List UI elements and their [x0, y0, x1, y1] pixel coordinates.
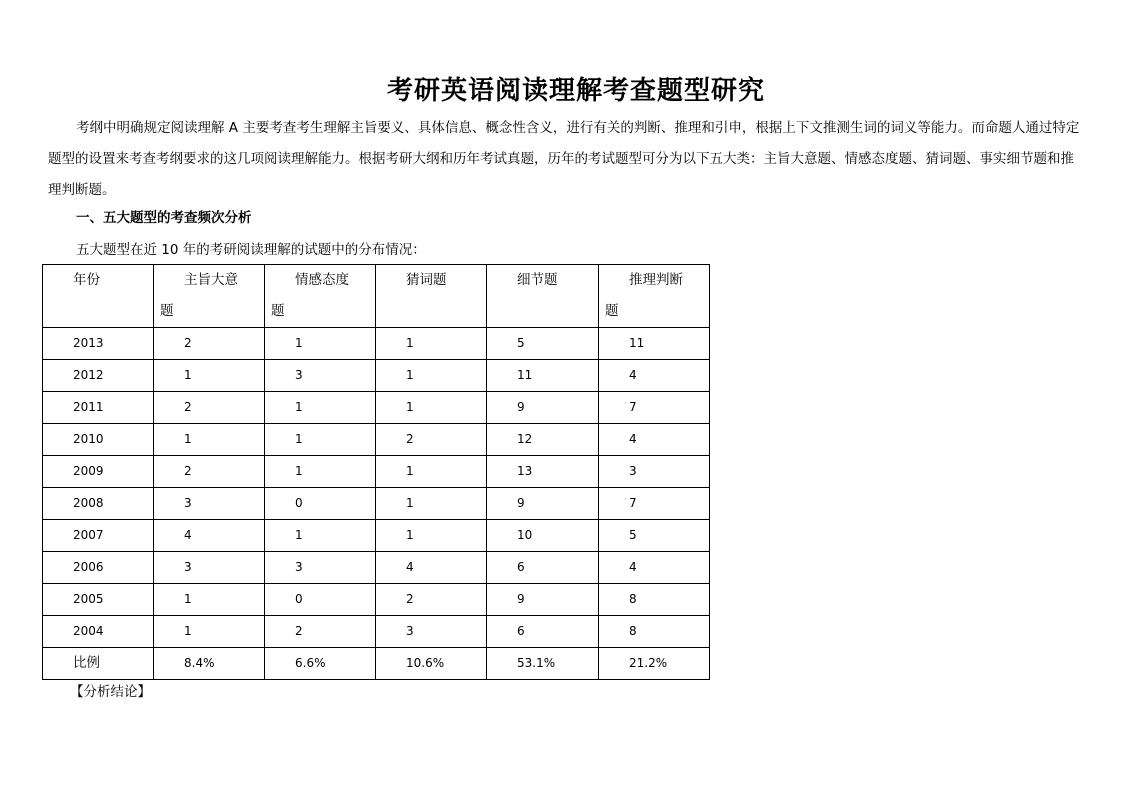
count-cell: 1	[376, 520, 487, 552]
header-inference-line2: 题	[605, 303, 619, 319]
header-inference-line1: 推理判断	[629, 272, 683, 288]
count-cell: 8	[599, 584, 710, 616]
count-cell: 5	[487, 328, 599, 360]
header-cell-vocab	[376, 265, 487, 328]
count-cell: 1	[265, 456, 376, 488]
year-cell: 2006	[43, 552, 154, 584]
year-cell: 2009	[43, 456, 154, 488]
count-cell: 2	[154, 392, 265, 424]
header-attitude-line2: 题	[271, 303, 285, 319]
year-cell: 2011	[43, 392, 154, 424]
header-detail-label: 细节题	[517, 272, 558, 288]
count-cell: 1	[265, 328, 376, 360]
count-cell: 3	[154, 488, 265, 520]
count-cell: 9	[487, 584, 599, 616]
count-cell: 11	[599, 328, 710, 360]
count-cell: 1	[154, 424, 265, 456]
count-cell: 1	[154, 616, 265, 648]
count-cell: 12	[487, 424, 599, 456]
intro-paragraph: 考纲中明确规定阅读理解 A 主要考查考生理解主旨要义、具体信息、概念性含义，进行有关的判断、推理和引申，根据上下文推测生词的词义等能力。而命题人通过特定题型的设置来考查考纲要求的这几项阅读理解能力。根据考研大纲和历年考试真题，历年的考试题型可分为以下五大类：主旨大意题、情感态度题、猜词题、事实细节题和推理判断题。	[48, 120, 1080, 198]
count-cell: 6	[487, 552, 599, 584]
year-cell: 2007	[43, 520, 154, 552]
count-cell: 2	[154, 328, 265, 360]
count-cell: 9	[487, 488, 599, 520]
table-row	[43, 360, 710, 392]
table-row	[43, 424, 710, 456]
count-cell: 2	[265, 616, 376, 648]
count-cell: 4	[599, 552, 710, 584]
count-cell: 1	[376, 328, 487, 360]
count-cell: 4	[154, 520, 265, 552]
count-cell: 7	[599, 488, 710, 520]
year-cell: 2004	[43, 616, 154, 648]
header-attitude-line1: 情感态度	[295, 272, 349, 288]
count-cell: 1	[376, 392, 487, 424]
table-row	[43, 456, 710, 488]
header-cell-attitude	[265, 265, 376, 328]
table-row	[43, 584, 710, 616]
count-cell: 8	[599, 616, 710, 648]
header-vocab-label: 猜词题	[406, 272, 447, 288]
count-cell: 4	[376, 552, 487, 584]
count-cell: 3	[376, 616, 487, 648]
section-heading: 一、五大题型的考查频次分析	[76, 210, 252, 226]
header-cell-year	[43, 265, 154, 328]
count-cell: 11	[487, 360, 599, 392]
count-cell: 5	[599, 520, 710, 552]
count-cell: 13	[487, 456, 599, 488]
ratio-cell: 10.6%	[376, 648, 487, 680]
count-cell: 3	[265, 552, 376, 584]
count-cell: 3	[599, 456, 710, 488]
count-cell: 1	[154, 584, 265, 616]
table-body	[43, 328, 710, 680]
analysis-conclusion-label: 【分析结论】	[70, 684, 151, 700]
table-row	[43, 392, 710, 424]
header-year-label: 年份	[73, 272, 100, 288]
ratio-cell: 8.4%	[154, 648, 265, 680]
header-main-idea-line2: 题	[160, 303, 174, 319]
year-cell: 2008	[43, 488, 154, 520]
table-header-row	[43, 265, 710, 328]
count-cell: 1	[376, 360, 487, 392]
ratio-cell: 53.1%	[487, 648, 599, 680]
count-cell: 2	[376, 424, 487, 456]
table-row	[43, 488, 710, 520]
frequency-table	[42, 264, 710, 680]
count-cell: 2	[376, 584, 487, 616]
count-cell: 1	[376, 488, 487, 520]
year-cell: 2010	[43, 424, 154, 456]
count-cell: 1	[376, 456, 487, 488]
count-cell: 2	[154, 456, 265, 488]
count-cell: 1	[265, 424, 376, 456]
count-cell: 9	[487, 392, 599, 424]
ratio-cell: 6.6%	[265, 648, 376, 680]
table-row	[43, 328, 710, 360]
count-cell: 1	[265, 520, 376, 552]
count-cell: 7	[599, 392, 710, 424]
count-cell: 10	[487, 520, 599, 552]
count-cell: 4	[599, 360, 710, 392]
ratio-label-cell: 比例	[43, 648, 154, 680]
year-cell: 2005	[43, 584, 154, 616]
year-cell: 2012	[43, 360, 154, 392]
count-cell: 3	[154, 552, 265, 584]
count-cell: 4	[599, 424, 710, 456]
table-row	[43, 552, 710, 584]
count-cell: 1	[265, 392, 376, 424]
header-cell-detail	[487, 265, 599, 328]
table-caption: 五大题型在近 10 年的考研阅读理解的试题中的分布情况：	[76, 242, 426, 258]
header-cell-main-idea	[154, 265, 265, 328]
count-cell: 3	[265, 360, 376, 392]
ratio-cell: 21.2%	[599, 648, 710, 680]
year-cell: 2013	[43, 328, 154, 360]
document-title: 考研英语阅读理解考查题型研究	[386, 76, 765, 106]
count-cell: 0	[265, 488, 376, 520]
count-cell: 0	[265, 584, 376, 616]
header-main-idea-line1: 主旨大意	[184, 272, 238, 288]
header-cell-inference	[599, 265, 710, 328]
count-cell: 1	[154, 360, 265, 392]
count-cell: 6	[487, 616, 599, 648]
table-row	[43, 616, 710, 648]
table-row	[43, 520, 710, 552]
ratio-row	[43, 648, 710, 680]
